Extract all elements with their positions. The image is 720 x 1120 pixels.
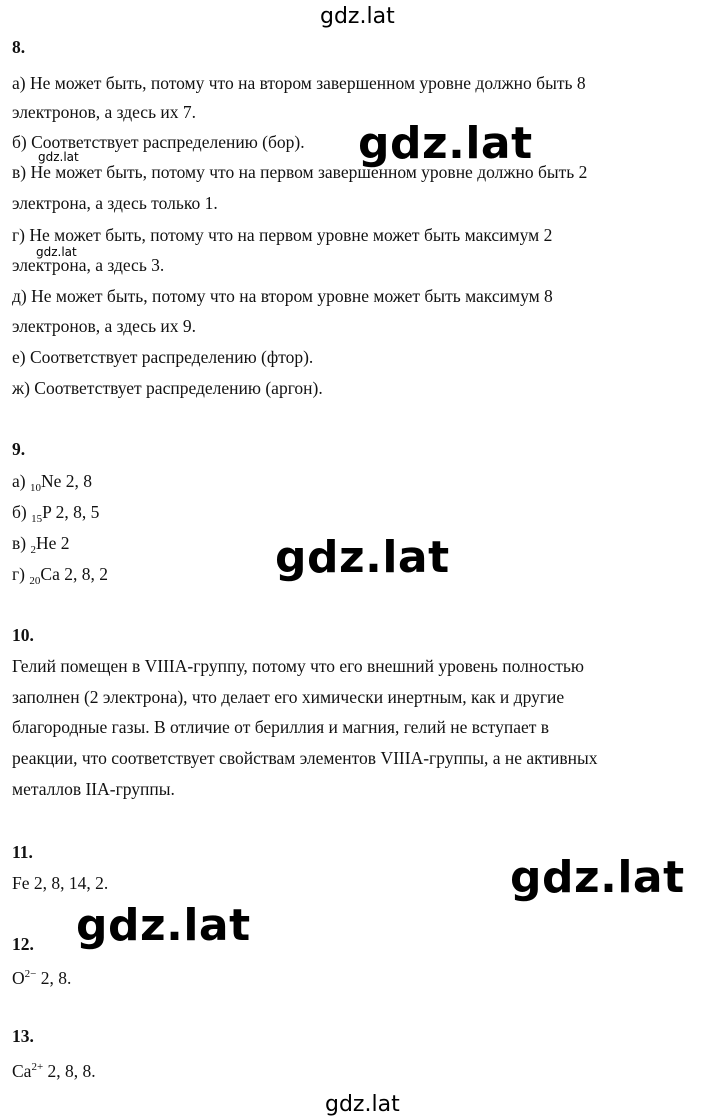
- question-12-number: 12.: [12, 934, 34, 954]
- watermark-large-4: gdz.lat: [76, 900, 251, 951]
- q9-item-a-prefix: а): [12, 471, 30, 491]
- q9-item-b-atomic-number: 15: [31, 513, 43, 525]
- q9-item-v-prefix: в): [12, 533, 31, 553]
- question-13-number: 13.: [12, 1026, 34, 1046]
- q10-text-line1: Гелий помещен в VIIIA-группу, потому что его внешний уровень полностью: [12, 656, 584, 676]
- q8-answer-v-line2: электрона, а здесь только 1.: [12, 193, 218, 213]
- q9-item-b-config: P 2, 8, 5: [42, 502, 100, 522]
- q10-text-line5: металлов IIA-группы.: [12, 779, 175, 799]
- q9-item-g-atomic-number: 20: [29, 575, 41, 587]
- q9-item-a-atomic-number: 10: [29, 482, 41, 494]
- q13-ion-symbol: Ca: [12, 1061, 32, 1081]
- q9-item-b: [12, 501, 99, 530]
- q9-item-v: [12, 532, 70, 561]
- q9-item-b-prefix: б): [12, 502, 32, 522]
- watermark-large-3: gdz.lat: [510, 852, 685, 903]
- q9-item-v-config: He 2: [35, 533, 70, 553]
- q8-answer-e: е) Соответствует распределению (фтор).: [12, 347, 314, 367]
- q10-text-line2: заполнен (2 электрона), что делает его химически инертным, как и другие: [12, 687, 565, 707]
- q9-item-g-config: Ca 2, 8, 2: [40, 564, 108, 584]
- q13-answer: [12, 1056, 96, 1082]
- q12-ion-charge: 2−: [24, 968, 37, 980]
- q8-answer-d-line2: электронов, а здесь их 9.: [12, 316, 197, 336]
- q8-answer-a-line2: электронов, а здесь их 7.: [12, 102, 197, 122]
- q8-answer-g-line2: электрона, а здесь 3.: [12, 255, 165, 275]
- q10-text-line3: благородные газы. В отличие от бериллия и магния, гелий не вступает в: [12, 717, 550, 737]
- q9-item-a-config: Ne 2, 8: [40, 471, 93, 491]
- q8-answer-v-line1: в) Не может быть, потому что на первом завершенном уровне должно быть 2: [12, 162, 588, 182]
- watermark-tiny-2: gdz.lat: [36, 245, 77, 259]
- watermark-large-2: gdz.lat: [275, 532, 450, 583]
- question-11-number: 11.: [12, 842, 33, 862]
- q8-answer-a-line1: а) Не может быть, потому что на втором завершенном уровне должно быть 8: [12, 73, 586, 93]
- question-9-number: 9.: [12, 439, 26, 459]
- question-10-number: 10.: [12, 625, 34, 645]
- watermark-tiny-1: gdz.lat: [38, 150, 79, 164]
- q12-ion-symbol: O: [12, 968, 25, 988]
- watermark-large-1: gdz.lat: [358, 118, 533, 169]
- q12-answer: [12, 963, 71, 989]
- q13-ion-charge: 2+: [31, 1061, 44, 1073]
- q8-answer-zh: ж) Соответствует распределению (аргон).: [12, 378, 323, 398]
- watermark-top: gdz.lat: [320, 4, 395, 29]
- q9-item-g-prefix: г): [12, 564, 30, 584]
- q8-answer-b: б) Соответствует распределению (бор).: [12, 132, 305, 152]
- question-8-number: 8.: [12, 37, 26, 57]
- q12-config: 2, 8.: [36, 968, 72, 988]
- q10-text-line4: реакции, что соответствует свойствам элементов VIIIA-группы, а не активных: [12, 748, 598, 768]
- q11-answer: Fe 2, 8, 14, 2.: [12, 873, 109, 893]
- q8-answer-g-line1: г) Не может быть, потому что на первом уровне может быть максимум 2: [12, 225, 553, 245]
- q9-item-a: [12, 470, 92, 499]
- q9-item-v-atomic-number: 2: [30, 544, 36, 556]
- watermark-bottom: gdz.lat: [325, 1092, 400, 1117]
- q9-item-g: [12, 563, 108, 592]
- q8-answer-d-line1: д) Не может быть, потому что на втором уровне может быть максимум 8: [12, 286, 553, 306]
- q13-config: 2, 8, 8.: [43, 1061, 96, 1081]
